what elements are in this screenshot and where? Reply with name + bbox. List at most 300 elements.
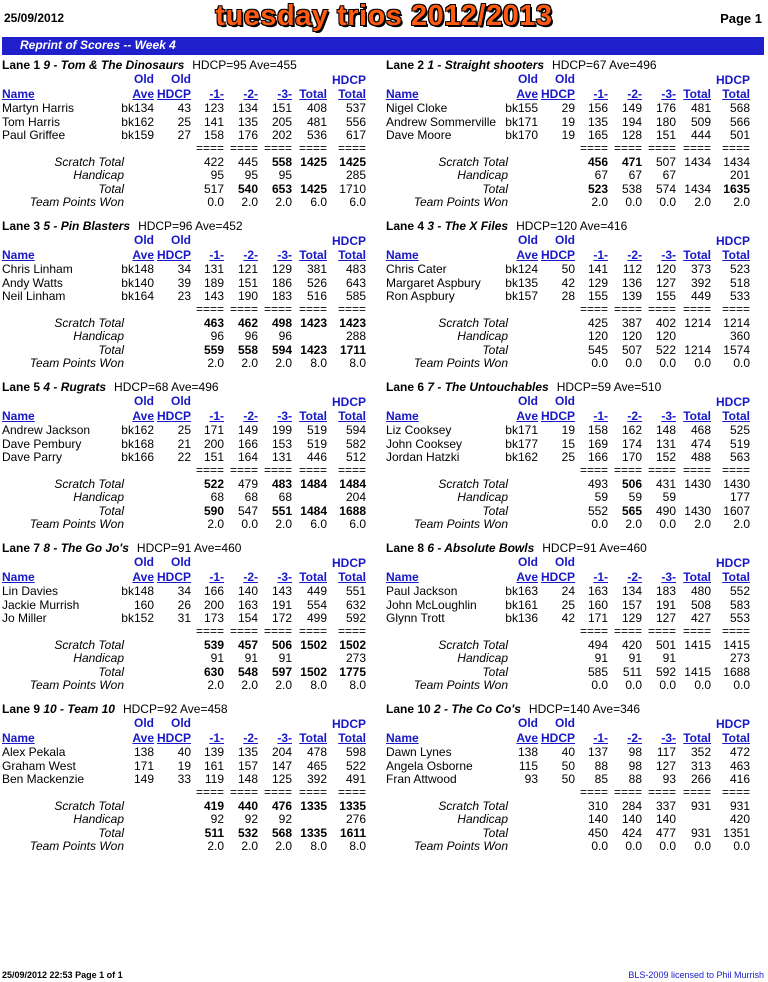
- handicap-g3: 59: [662, 490, 676, 504]
- col-hdcp-total-top: HDCP: [715, 395, 750, 409]
- separator: ====: [647, 624, 676, 638]
- col-old-ave-top: Old: [518, 716, 538, 730]
- player-game1: 171: [203, 423, 224, 437]
- col-total: Total: [299, 248, 327, 262]
- total-label: Total: [482, 665, 508, 679]
- scratch-g3: 476: [271, 799, 292, 813]
- player-total: 408: [306, 101, 327, 115]
- points-total: 2.0: [694, 195, 711, 209]
- player-game3: 127: [655, 758, 676, 773]
- points-g3: 0.0: [659, 678, 676, 692]
- scratch-g3: 402: [655, 316, 676, 330]
- player-average: 93: [524, 772, 538, 786]
- col-name: Name: [386, 731, 419, 745]
- points-label: Team Points Won: [29, 356, 124, 370]
- player-average: bk148: [121, 262, 154, 276]
- footer-timestamp: 25/09/2012 22:53 Page 1 of 1: [2, 970, 123, 980]
- player-total: 449: [690, 289, 711, 303]
- player-total: 519: [306, 423, 327, 437]
- separator: ====: [647, 463, 676, 477]
- player-game1: 165: [587, 128, 608, 142]
- total-g1: 450: [587, 826, 608, 840]
- separator: ====: [647, 785, 676, 799]
- player-name: Glynn Trott: [386, 611, 445, 625]
- scratch-htotal: 1415: [723, 638, 750, 652]
- team-handicap: HDCP=92: [122, 702, 178, 716]
- col-hdcp-total: Total: [722, 731, 750, 745]
- points-htotal: 8.0: [349, 356, 366, 370]
- player-game3: 127: [655, 275, 676, 290]
- separator: ====: [195, 624, 224, 638]
- player-total: 478: [306, 745, 327, 759]
- lane-number: Lane 10: [386, 702, 431, 716]
- total-label: Total: [98, 182, 124, 196]
- col-total: Total: [683, 248, 711, 262]
- scratch-label: Scratch Total: [438, 155, 508, 169]
- footer-license: BLS-2009 licensed to Phil Murrish: [628, 970, 764, 980]
- lane-number: Lane 7: [2, 541, 41, 555]
- separator: ====: [298, 463, 327, 477]
- handicap-label: Handicap: [73, 490, 124, 504]
- col-hdcp-total: Total: [338, 570, 366, 584]
- separator: ====: [229, 302, 258, 316]
- team-handicap: HDCP=59: [556, 380, 612, 394]
- lane-header: [2, 380, 219, 394]
- col-old-hdcp-top: Old: [555, 716, 575, 730]
- player-game3: 125: [271, 772, 292, 786]
- player-game3: 131: [655, 436, 676, 451]
- total-g1: 545: [587, 343, 608, 357]
- scratch-total: 1335: [300, 799, 327, 813]
- handicap-g2: 140: [621, 812, 642, 826]
- player-hdcp-total: 592: [345, 611, 366, 625]
- team-name: 9 - Tom & The Dinosaurs: [43, 58, 185, 72]
- total-g3: 490: [655, 504, 676, 518]
- scratch-g2: 471: [621, 155, 642, 169]
- separator: ====: [721, 463, 750, 477]
- total-g3: 551: [271, 504, 292, 518]
- player-handicap: 25: [561, 597, 575, 612]
- player-handicap: 19: [561, 114, 575, 129]
- col-total: Total: [683, 87, 711, 101]
- points-g3: 2.0: [275, 678, 292, 692]
- scratch-total: 1425: [300, 155, 327, 169]
- player-handicap: 42: [561, 611, 575, 625]
- col-game3: -3-: [661, 731, 676, 745]
- total-htotal: 1710: [339, 182, 366, 196]
- player-game3: 151: [655, 128, 676, 142]
- player-average: 138: [133, 745, 154, 759]
- handicap-g1: 120: [587, 329, 608, 343]
- col-hdcp: HDCP: [156, 87, 191, 101]
- player-game1: 131: [203, 262, 224, 276]
- lane-block: [386, 380, 754, 538]
- col-name: Name: [2, 731, 35, 745]
- player-name: Lin Davies: [2, 584, 59, 598]
- separator: ====: [263, 624, 292, 638]
- player-hdcp-total: 533: [729, 289, 750, 303]
- player-game2: 163: [237, 597, 258, 612]
- team-handicap: HDCP=140: [528, 702, 590, 716]
- scratch-g2: 284: [621, 799, 642, 813]
- col-game2: -2-: [243, 570, 258, 584]
- col-game3: -3-: [277, 409, 292, 423]
- col-total: Total: [299, 409, 327, 423]
- player-total: 519: [306, 436, 327, 451]
- handicap-label: Handicap: [73, 329, 124, 343]
- player-game3: 147: [271, 758, 292, 773]
- separator: ====: [682, 141, 711, 155]
- lane-number: Lane 3: [2, 219, 41, 233]
- col-name: Name: [2, 409, 35, 423]
- points-g2: 0.0: [625, 356, 642, 370]
- total-g2: 532: [237, 826, 258, 840]
- separator: ====: [337, 785, 366, 799]
- player-handicap: 39: [177, 275, 191, 290]
- player-hdcp-total: 416: [729, 772, 750, 786]
- points-total: 6.0: [310, 195, 327, 209]
- handicap-htotal: 288: [345, 329, 366, 343]
- separator: ====: [613, 141, 642, 155]
- lane-block: [386, 702, 754, 860]
- col-old-ave-top: Old: [134, 72, 154, 86]
- scratch-g1: 539: [203, 638, 224, 652]
- col-ave: Ave: [132, 570, 154, 584]
- scratch-g3: 483: [271, 477, 292, 491]
- team-name: 6 - Absolute Bowls: [427, 541, 535, 555]
- player-game3: 186: [271, 275, 292, 290]
- lane-header: [386, 380, 661, 394]
- points-g1: 0.0: [591, 678, 608, 692]
- points-total: 0.0: [694, 356, 711, 370]
- total-g3: 597: [271, 665, 292, 679]
- player-game1: 160: [587, 597, 608, 612]
- player-average: bk171: [505, 114, 538, 129]
- player-name: Dawn Lynes: [386, 745, 452, 759]
- lane-header: [2, 541, 241, 555]
- separator: ====: [579, 463, 608, 477]
- separator: ====: [682, 302, 711, 316]
- points-label: Team Points Won: [413, 678, 508, 692]
- player-hdcp-total: 617: [345, 128, 366, 142]
- player-handicap: 19: [561, 423, 575, 437]
- col-hdcp: HDCP: [156, 248, 191, 262]
- handicap-g3: 68: [278, 490, 292, 504]
- player-game3: 155: [655, 289, 676, 303]
- player-game3: 148: [655, 423, 676, 437]
- player-handicap: 15: [561, 436, 575, 451]
- scratch-g1: 493: [587, 477, 608, 491]
- total-g1: 552: [587, 504, 608, 518]
- points-g2: 0.0: [625, 678, 642, 692]
- scratch-total: 931: [690, 799, 711, 813]
- points-label: Team Points Won: [413, 356, 508, 370]
- player-name: Jo Miller: [2, 611, 47, 625]
- player-average: bk168: [121, 436, 154, 451]
- player-total: 481: [306, 114, 327, 129]
- total-g3: 477: [655, 826, 676, 840]
- points-g1: 2.0: [207, 839, 224, 853]
- scratch-htotal: 1335: [339, 799, 366, 813]
- separator: ====: [613, 785, 642, 799]
- total-total: 1430: [684, 504, 711, 518]
- col-total: Total: [683, 731, 711, 745]
- total-total: 1415: [684, 665, 711, 679]
- col-hdcp-total: Total: [722, 87, 750, 101]
- points-label: Team Points Won: [29, 839, 124, 853]
- separator: ====: [195, 141, 224, 155]
- player-total: 536: [306, 128, 327, 142]
- handicap-htotal: 273: [345, 651, 366, 665]
- col-total: Total: [299, 87, 327, 101]
- handicap-g3: 120: [655, 329, 676, 343]
- col-old-hdcp-top: Old: [171, 394, 191, 408]
- player-hdcp-total: 568: [729, 101, 750, 115]
- player-average: bk135: [505, 275, 538, 290]
- lane-block: [2, 380, 370, 538]
- total-total: 1502: [300, 665, 327, 679]
- scratch-g3: 558: [271, 155, 292, 169]
- handicap-g3: 140: [655, 812, 676, 826]
- player-handicap: 25: [561, 450, 575, 464]
- player-average: 171: [133, 758, 154, 773]
- points-htotal: 6.0: [349, 517, 366, 531]
- player-total: 266: [690, 772, 711, 786]
- lane-number: Lane 5: [2, 380, 41, 394]
- col-old-ave-top: Old: [134, 555, 154, 569]
- player-name: Liz Cooksey: [386, 423, 452, 437]
- col-ave: Ave: [132, 409, 154, 423]
- col-hdcp-total: Total: [338, 731, 366, 745]
- player-handicap: 22: [177, 450, 191, 464]
- scratch-g3: 337: [655, 799, 676, 813]
- player-hdcp-total: 556: [345, 114, 366, 129]
- player-game1: 135: [587, 114, 608, 129]
- player-hdcp-total: 551: [345, 584, 366, 598]
- scratch-g1: 422: [203, 155, 224, 169]
- col-game3: -3-: [661, 248, 676, 262]
- handicap-label: Handicap: [457, 812, 508, 826]
- player-game1: 141: [203, 114, 224, 129]
- col-total: Total: [683, 570, 711, 584]
- handicap-label: Handicap: [457, 651, 508, 665]
- team-average: Ave=416: [579, 219, 628, 233]
- handicap-g2: 67: [628, 168, 642, 182]
- col-game3: -3-: [277, 570, 292, 584]
- banner-text: Reprint of Scores -- Week 4: [20, 38, 176, 52]
- col-game1: -1-: [593, 87, 608, 101]
- scratch-label: Scratch Total: [54, 799, 124, 813]
- player-handicap: 26: [177, 597, 191, 612]
- player-average: bk162: [121, 114, 154, 129]
- player-hdcp-total: 552: [729, 584, 750, 598]
- player-handicap: 27: [177, 128, 191, 142]
- total-label: Total: [482, 826, 508, 840]
- col-game2: -2-: [627, 570, 642, 584]
- total-g3: 592: [655, 665, 676, 679]
- separator: ====: [298, 785, 327, 799]
- team-name: 7 - The Untouchables: [427, 380, 549, 394]
- lane-number: Lane 8: [386, 541, 425, 555]
- player-game2: 170: [621, 450, 642, 464]
- player-hdcp-total: 598: [345, 745, 366, 759]
- player-name: Martyn Harris: [2, 101, 75, 115]
- col-game2: -2-: [627, 409, 642, 423]
- scratch-label: Scratch Total: [438, 316, 508, 330]
- player-game3: 202: [271, 128, 292, 142]
- scratch-g2: 445: [237, 155, 258, 169]
- scratch-total: 1214: [684, 316, 711, 330]
- total-g1: 523: [587, 182, 608, 196]
- player-game1: 166: [587, 450, 608, 464]
- player-name: Nigel Cloke: [386, 101, 448, 115]
- player-total: 392: [306, 772, 327, 786]
- col-hdcp-total: Total: [722, 409, 750, 423]
- team-handicap: HDCP=67: [552, 58, 607, 72]
- scratch-g3: 431: [655, 477, 676, 491]
- points-total: 2.0: [694, 517, 711, 531]
- player-game1: 171: [587, 611, 608, 625]
- handicap-label: Handicap: [73, 812, 124, 826]
- player-average: bk162: [505, 450, 538, 464]
- player-game2: 148: [237, 772, 258, 786]
- player-name: Paul Griffee: [2, 128, 66, 142]
- col-old-hdcp-top: Old: [555, 394, 575, 408]
- player-name: Dave Parry: [2, 450, 63, 464]
- player-handicap: 24: [561, 584, 575, 598]
- player-game2: 174: [621, 436, 642, 451]
- handicap-label: Handicap: [73, 168, 124, 182]
- points-total: 0.0: [694, 678, 711, 692]
- points-htotal: 6.0: [349, 195, 366, 209]
- player-total: 392: [690, 275, 711, 290]
- separator: ====: [682, 463, 711, 477]
- lane-block: [2, 58, 370, 216]
- points-g2: 2.0: [241, 678, 258, 692]
- scratch-htotal: 1423: [339, 316, 366, 330]
- team-average: Ave=496: [171, 380, 219, 394]
- player-handicap: 50: [561, 262, 575, 276]
- handicap-label: Handicap: [457, 329, 508, 343]
- team-name: 8 - The Go Jo's: [43, 541, 129, 555]
- player-handicap: 40: [177, 745, 191, 759]
- handicap-htotal: 285: [345, 168, 366, 182]
- points-total: 6.0: [310, 517, 327, 531]
- player-game2: 98: [628, 745, 642, 759]
- col-game2: -2-: [627, 248, 642, 262]
- handicap-g3: 96: [278, 329, 292, 343]
- points-label: Team Points Won: [29, 678, 124, 692]
- scratch-label: Scratch Total: [54, 638, 124, 652]
- col-hdcp: HDCP: [156, 570, 191, 584]
- col-name: Name: [386, 248, 419, 262]
- points-g3: 2.0: [275, 195, 292, 209]
- handicap-g2: 59: [628, 490, 642, 504]
- points-htotal: 0.0: [733, 839, 750, 853]
- player-average: bk124: [505, 262, 538, 276]
- player-game1: 137: [587, 745, 608, 759]
- team-handicap: HDCP=95: [192, 58, 247, 72]
- scratch-g3: 498: [271, 316, 292, 330]
- player-total: 509: [690, 114, 711, 129]
- separator: ====: [263, 785, 292, 799]
- team-average: Ave=496: [609, 58, 657, 72]
- scratch-htotal: 1425: [339, 155, 366, 169]
- handicap-g1: 91: [594, 651, 608, 665]
- player-total: 516: [306, 289, 327, 303]
- separator: ====: [647, 141, 676, 155]
- team-average: Ave=510: [613, 380, 662, 394]
- separator: ====: [337, 141, 366, 155]
- handicap-g3: 91: [278, 651, 292, 665]
- points-g3: 2.0: [275, 356, 292, 370]
- separator: ====: [298, 624, 327, 638]
- handicap-g1: 91: [210, 651, 224, 665]
- player-game1: 88: [594, 758, 608, 773]
- player-handicap: 34: [177, 584, 191, 598]
- scratch-g1: 463: [203, 316, 224, 330]
- report-title: tuesday trios 2012/2013: [215, 0, 553, 32]
- lane-header: [2, 219, 243, 233]
- handicap-g2: 96: [244, 329, 258, 343]
- player-name: Dave Pembury: [2, 436, 82, 451]
- separator: ====: [721, 785, 750, 799]
- player-hdcp-total: 512: [345, 450, 366, 464]
- points-total: 0.0: [694, 839, 711, 853]
- team-average: Ave=346: [592, 702, 641, 716]
- player-game3: 180: [655, 114, 676, 129]
- player-game2: 136: [621, 275, 642, 290]
- points-g2: 0.0: [625, 195, 642, 209]
- total-label: Total: [482, 504, 508, 518]
- player-handicap: 21: [177, 436, 191, 451]
- points-label: Team Points Won: [413, 195, 508, 209]
- player-game2: 164: [237, 450, 258, 464]
- player-total: 446: [306, 450, 327, 464]
- total-label: Total: [98, 343, 124, 357]
- player-game3: 127: [655, 611, 676, 625]
- col-old-ave-top: Old: [518, 233, 538, 247]
- player-total: 427: [690, 611, 711, 625]
- points-htotal: 2.0: [733, 517, 750, 531]
- player-handicap: 50: [561, 772, 575, 786]
- total-htotal: 1711: [339, 343, 366, 357]
- points-total: 8.0: [310, 678, 327, 692]
- scratch-htotal: 1502: [339, 638, 366, 652]
- player-average: bk152: [121, 611, 154, 625]
- handicap-g1: 92: [210, 812, 224, 826]
- player-game2: 129: [621, 611, 642, 625]
- total-total: 1335: [300, 826, 327, 840]
- player-game3: 176: [655, 101, 676, 115]
- player-game3: 152: [655, 450, 676, 464]
- scratch-label: Scratch Total: [54, 155, 124, 169]
- player-hdcp-total: 563: [729, 450, 750, 464]
- player-total: 313: [690, 758, 711, 773]
- col-old-hdcp-top: Old: [171, 555, 191, 569]
- team-name: 4 - Rugrats: [43, 380, 107, 394]
- player-name: Margaret Aspbury: [386, 275, 481, 290]
- separator: ====: [613, 463, 642, 477]
- points-htotal: 0.0: [733, 678, 750, 692]
- scratch-htotal: 1214: [723, 316, 750, 330]
- total-htotal: 1688: [723, 665, 750, 679]
- player-game2: 98: [628, 758, 642, 773]
- total-g2: 507: [621, 343, 642, 357]
- points-g2: 2.0: [241, 356, 258, 370]
- player-game3: 191: [655, 597, 676, 612]
- player-name: Fran Attwood: [386, 772, 457, 786]
